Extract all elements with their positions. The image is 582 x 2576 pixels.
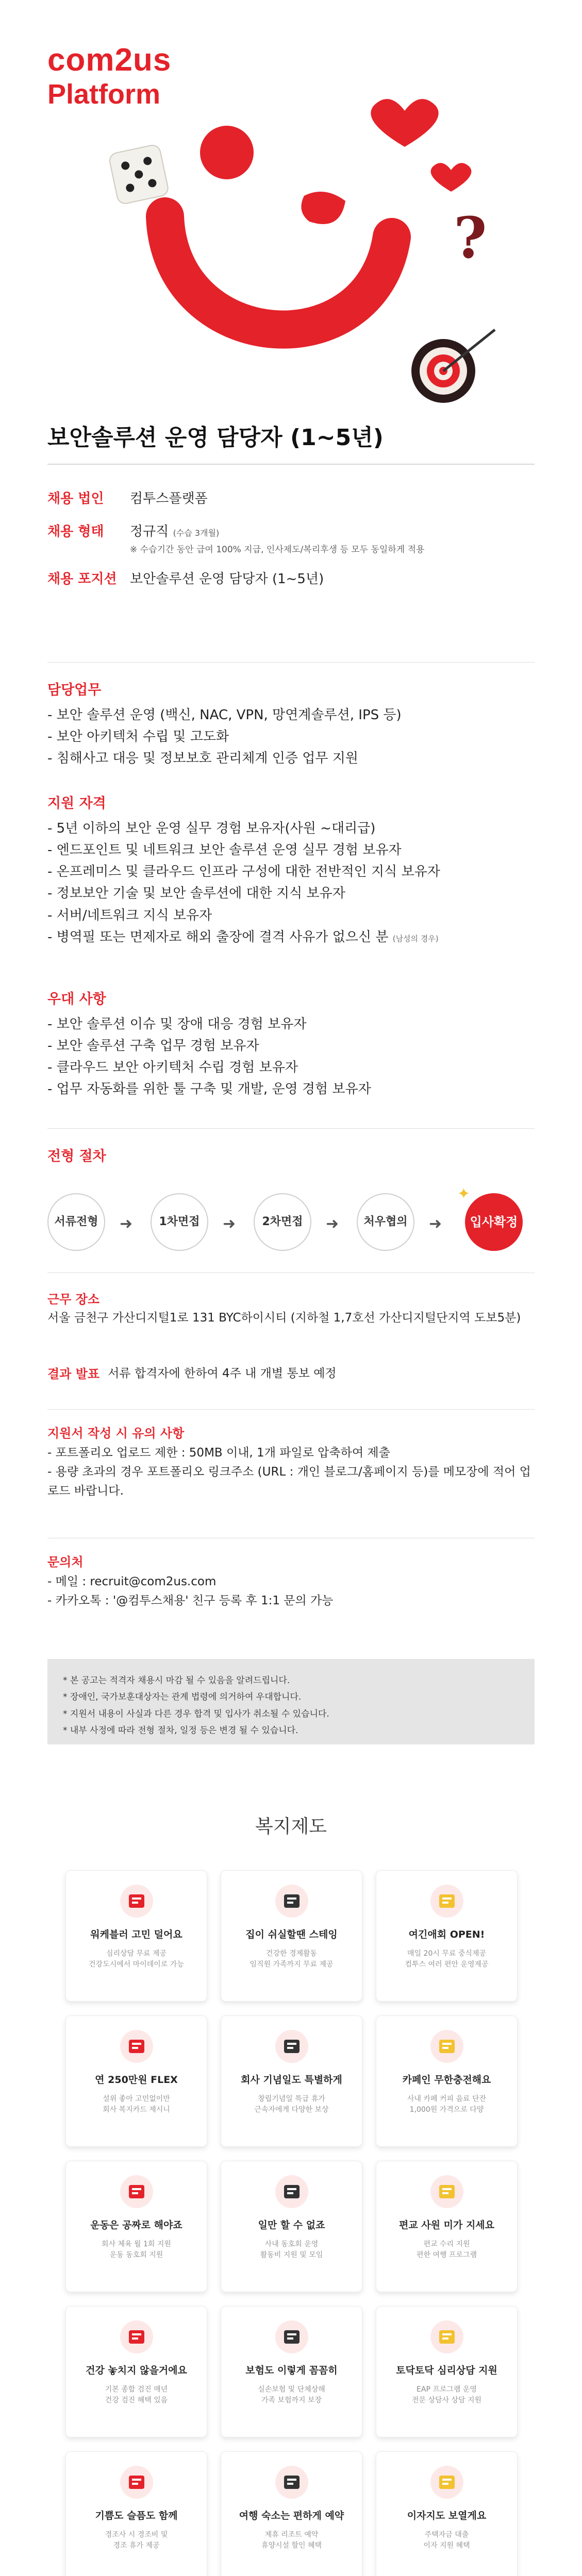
location-section (47, 1291, 535, 1327)
benefit-title: 건강 놓치지 않을거에요 (86, 2365, 187, 2376)
benefit-icon (274, 1883, 310, 1919)
process-step: 처우협의 (357, 1193, 414, 1251)
benefit-icon (429, 2174, 465, 2210)
benefit-title: 편교 사원 미가 지세요 (398, 2219, 495, 2231)
notice-box (47, 1659, 535, 1744)
benefit-title: 카페인 무한충전해요 (402, 2074, 491, 2086)
duty-item: - 보안 솔루션 운영 (백신, NAC, VPN, 망연계솔루션, IPS 등) (47, 704, 535, 726)
info-value: 보안솔루션 운영 담당자 (1~5년) (130, 571, 324, 587)
location-title: 근무 장소 (47, 1292, 100, 1307)
hero-banner (0, 0, 582, 469)
brand-name: com2us (47, 42, 172, 78)
notice-line: * 지원서 내용이 사실과 다른 경우 합격 및 입사가 취소될 수 있습니다. (63, 1708, 329, 1719)
benefit-icon (274, 2319, 310, 2355)
notice-line: * 본 공고는 적격자 채용시 마감 될 수 있음을 알려드립니다. (63, 1675, 290, 1686)
qualification-item: - 5년 이하의 보안 운영 실무 경험 보유자(사원 ~대리급) (47, 818, 535, 839)
benefit-title: 운동은 공짜로 해야죠 (90, 2219, 182, 2231)
benefit-desc: 기본 종합 검진 매년 건강 검진 혜택 있음 (105, 2385, 168, 2405)
benefit-card (221, 2161, 362, 2292)
benefit-card (376, 2451, 518, 2576)
basic-info (47, 489, 535, 603)
benefit-card (221, 1870, 362, 2002)
info-row-position (47, 570, 535, 589)
benefit-card (376, 2015, 518, 2147)
benefit-card (65, 2451, 207, 2576)
contact-email: - 메일 : recruit@com2us.com (47, 1572, 535, 1591)
benefit-card (65, 2161, 207, 2292)
welfare-title: 복지제도 (255, 1816, 327, 1837)
target-icon (411, 330, 495, 403)
qualification-note: (남성의 경우) (392, 934, 439, 943)
benefit-desc: 사내 동호회 운영 활동비 지원 및 모임 (260, 2240, 323, 2260)
probation-note: (수습 3개월) (173, 528, 220, 538)
benefit-title: 이자지도 보열게요 (407, 2510, 487, 2521)
info-label: 채용 형태 (47, 523, 104, 539)
notice-line: * 내부 사정에 따라 전형 절차, 일정 등은 변경 될 수 있습니다. (63, 1725, 298, 1736)
arrow-right-icon: ➜ (429, 1215, 442, 1233)
result-section (47, 1365, 535, 1387)
arrow-right-icon: ➜ (223, 1215, 236, 1233)
result-title: 결과 발표 (47, 1367, 100, 1381)
benefit-desc: 주택자금 대출 이자 지원 혜택 (423, 2530, 470, 2550)
qualification-text: 병역필 또는 면제자로 해외 출장에 결격 사유가 없으신 분 (56, 929, 389, 945)
qualification-item: - 정보보안 기술 및 보안 솔루션에 대한 지식 보유자 (47, 883, 535, 904)
benefit-desc: 편교 수리 지원 편한 여행 프로그램 (416, 2240, 477, 2260)
caution-item: - 포트폴리오 업로드 제한 : 50MB 이내, 1개 파일로 압축하여 제출 (47, 1444, 535, 1463)
benefit-title: 회사 기념일도 특별하게 (241, 2074, 342, 2086)
arrow-right-icon: ➜ (326, 1215, 339, 1233)
info-row-company (47, 489, 535, 509)
benefit-card (221, 2015, 362, 2147)
info-value (130, 522, 424, 556)
question-icon: ? (454, 205, 487, 271)
benefit-icon (119, 2464, 155, 2500)
duty-item: - 침해사고 대응 및 정보보호 관리체계 인증 업무 지원 (47, 748, 535, 769)
benefit-card (65, 2015, 207, 2147)
benefit-desc: 창립기념일 특급 휴가 근속자에게 다양한 보상 (254, 2094, 329, 2114)
benefit-icon (429, 2028, 465, 2064)
dice-icon (108, 144, 170, 205)
heart-icon-small (431, 163, 472, 192)
info-label: 채용 법인 (47, 491, 104, 506)
sparkle-icon: ✦ (457, 1185, 471, 1203)
benefit-title: 여행 숙소는 편하게 예약 (239, 2510, 344, 2521)
qualification-item: - 온프레미스 및 클라우드 인프라 구성에 대한 전반적인 지식 보유자 (47, 861, 535, 883)
qualification-item: - 엔드포인트 및 네트워크 보안 솔루션 운영 실무 경험 보유자 (47, 839, 535, 861)
smile-arc (165, 216, 392, 330)
benefit-icon (429, 2464, 465, 2500)
drop-shape (301, 192, 345, 224)
qualifications-title: 지원 자격 (47, 795, 106, 811)
benefit-card (221, 2306, 362, 2437)
qualification-item: - 서버/네트워크 지식 보유자 (47, 905, 535, 926)
preferred-item: - 보안 솔루션 이슈 및 장애 대응 경험 보유자 (47, 1013, 535, 1035)
benefit-title: 토닥토닥 심리상담 지원 (396, 2365, 497, 2376)
employment-type: 정규직 (130, 523, 169, 539)
process-step-final: 입사확정 (465, 1193, 523, 1251)
benefit-icon (429, 1883, 465, 1919)
duties-title: 담당업무 (47, 682, 102, 698)
preferred-item: - 업무 자동화를 위한 툴 구축 및 개발, 운영 경험 보유자 (47, 1078, 535, 1100)
benefit-desc: 제휴 리조트 예약 휴양시설 할인 혜택 (261, 2530, 322, 2550)
benefit-card (65, 1870, 207, 2002)
info-row-type (47, 522, 535, 556)
benefit-icon (274, 2028, 310, 2064)
benefit-desc: 경조사 시 경조비 및 경조 휴가 제공 (105, 2530, 168, 2550)
brand-platform: Platform (47, 79, 161, 110)
benefit-title: 보험도 이렇게 꼼꼼히 (245, 2365, 338, 2376)
benefit-desc: EAP 프로그램 운영 전문 상담사 상담 지원 (411, 2385, 482, 2405)
divider (47, 1128, 535, 1129)
info-label: 채용 포지션 (47, 571, 117, 587)
hero-illustration (0, 0, 582, 412)
divider (47, 1409, 535, 1410)
benefit-icon (119, 2174, 155, 2210)
duty-item: - 보안 아키텍처 수립 및 고도화 (47, 726, 535, 748)
benefit-title: 여긴애회 OPEN! (408, 1929, 485, 1940)
benefit-desc: 회사 체육 월 1회 지원 운동 동호회 지원 (102, 2240, 171, 2260)
benefit-title: 일만 할 수 없죠 (258, 2219, 325, 2231)
process-header (47, 1146, 535, 1171)
benefit-title: 기쁨도 슬픔도 함께 (95, 2510, 178, 2521)
result-text: 서류 합격자에 한하여 4주 내 개별 통보 예정 (108, 1367, 337, 1380)
benefit-icon (274, 2464, 310, 2500)
benefit-icon (119, 1883, 155, 1919)
benefit-card (376, 2306, 518, 2437)
benefit-desc: 설위 좋아 고민없이만 회사 복지카드 제시니 (103, 2094, 170, 2114)
duties-section (47, 680, 535, 769)
benefit-desc: 건강한 경제활동 임직원 가족까지 무료 제공 (250, 1949, 334, 1969)
process-step: 1차면접 (151, 1193, 208, 1251)
benefit-desc: 심리상담 무료 제공 건강도시에서 마이데이로 가능 (89, 1949, 184, 1969)
caution-item: - 용량 초과의 경우 포트폴리오 링크주소 (URL : 개인 블로그/홈페이지 등)를 메모장에 적어 업로드 바랍니다. (47, 1463, 535, 1501)
preferred-item: - 보안 솔루션 구축 업무 경험 보유자 (47, 1035, 535, 1057)
probation-detail: ※ 수습기간 동안 급여 100% 지급, 인사제도/복리후생 등 모두 동일하게 적용 (130, 545, 425, 555)
benefit-title: 워케블러 고민 덜어요 (90, 1929, 182, 1940)
contact-kakao: - 카카오톡 : '@컴투스채용' 친구 등록 후 1:1 문의 가능 (47, 1591, 535, 1611)
caution-title: 지원서 작성 시 유의 사항 (47, 1426, 185, 1440)
qualification-item (47, 926, 535, 948)
benefit-card (65, 2306, 207, 2437)
arrow-right-icon: ➜ (120, 1215, 133, 1233)
benefit-icon (274, 2174, 310, 2210)
qualifications-section (47, 793, 535, 948)
benefit-icon (119, 2028, 155, 2064)
benefit-desc: 매일 20시 무료 중식제공 컴투스 여러 편안 운영제공 (405, 1949, 489, 1969)
location-text: 서울 금천구 가산디지털1로 131 BYC하이시티 (지하철 1,7호선 가산디지털단지역 도보5분) (47, 1311, 521, 1325)
divider (47, 464, 535, 465)
benefit-desc: 실손보험 및 단체상해 가족 보험까지 보장 (258, 2385, 325, 2405)
preferred-item: - 클라우드 보안 아키텍처 수립 경험 보유자 (47, 1057, 535, 1078)
preferred-title: 우대 사항 (47, 991, 106, 1007)
divider (47, 662, 535, 663)
preferred-section (47, 989, 535, 1100)
benefit-title: 집이 쉬실할땐 스테잉 (245, 1929, 338, 1940)
benefit-desc: 사내 카페 커피 음료 단잔 1,000원 가격으로 다양 (407, 2094, 487, 2114)
contact-title: 문의처 (47, 1555, 84, 1569)
benefit-card (221, 2451, 362, 2576)
benefit-icon (429, 2319, 465, 2355)
process-steps (47, 1183, 535, 1260)
process-step: 서류전형 (47, 1193, 105, 1251)
job-title: 보안솔루션 운영 담당자 (1~5년) (47, 425, 384, 451)
benefit-icon (119, 2319, 155, 2355)
caution-section (47, 1425, 535, 1501)
process-title: 전형 절차 (47, 1148, 106, 1164)
red-ball (200, 126, 254, 179)
benefit-card (376, 1870, 518, 2002)
contact-section (47, 1553, 535, 1611)
benefit-title: 연 250만원 FLEX (95, 2074, 178, 2086)
process-step: 2차면접 (254, 1193, 311, 1251)
info-value: 컴투스플랫폼 (130, 491, 208, 506)
heart-icon (371, 99, 438, 147)
benefit-card (376, 2161, 518, 2292)
notice-line: * 장애인, 국가보훈대상자는 관계 법령에 의거하여 우대합니다. (63, 1692, 302, 1703)
